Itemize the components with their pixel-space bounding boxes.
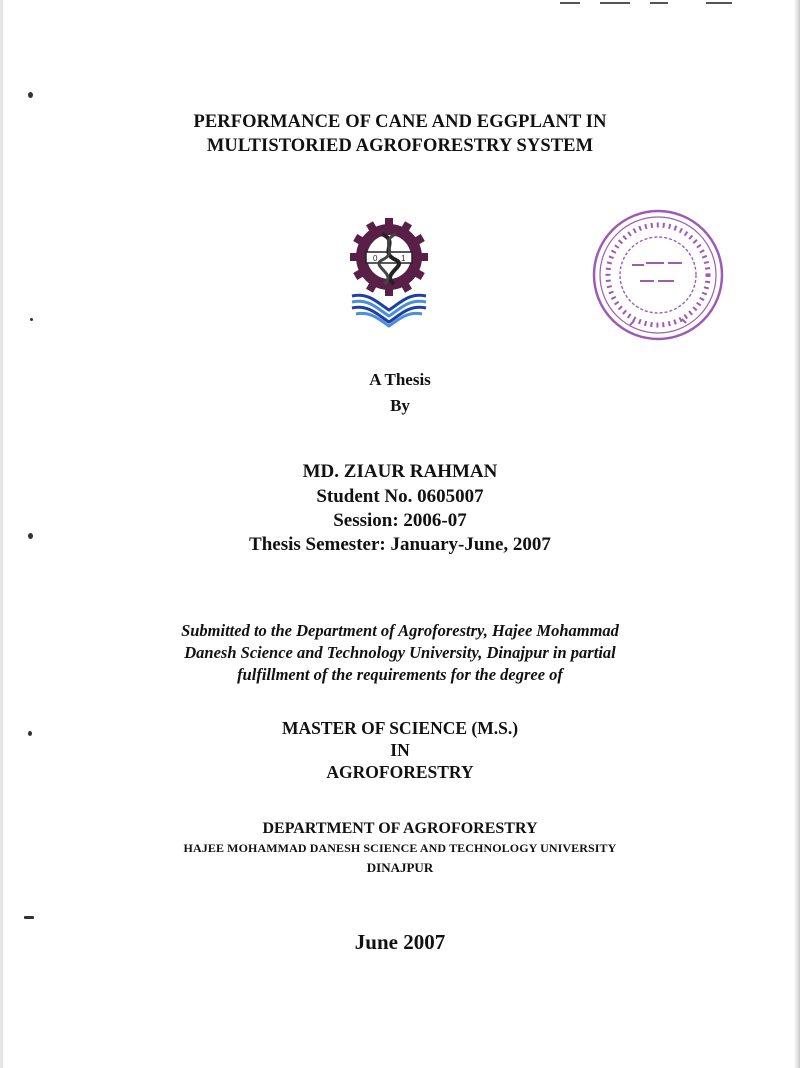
thesis-title-line-2: MULTISTORIED AGROFORESTRY SYSTEM	[206, 136, 594, 156]
by-label: By	[390, 396, 410, 415]
university-name: HAJEE MOHAMMAD DANESH SCIENCE AND TECHNOLOGY UNIVERSITY	[183, 841, 617, 855]
svg-text:1: 1	[401, 254, 406, 263]
submission-statement-line-1: Submitted to the Department of Agroforestry, Hajee Mohammad	[181, 621, 619, 640]
degree-in-label: IN	[390, 740, 410, 760]
thesis-title-line-1: PERFORMANCE OF CANE AND EGGPLANT IN	[193, 112, 607, 132]
scan-mark	[600, 2, 630, 4]
author-name: MD. ZIAUR RAHMAN	[302, 461, 498, 482]
svg-text:0: 0	[373, 254, 378, 263]
degree-field: AGROFORESTRY	[326, 762, 474, 782]
student-number: Student No. 0605007	[316, 486, 484, 507]
university-emblem-icon	[344, 212, 434, 332]
city-name: DINAJPUR	[366, 860, 434, 875]
submission-date: June 2007	[354, 930, 446, 954]
binding-hole-mark	[24, 916, 34, 919]
thesis-semester: Thesis Semester: January-June, 2007	[249, 534, 551, 555]
scan-mark	[650, 2, 668, 4]
binding-hole-mark	[28, 92, 33, 98]
thesis-label: A Thesis	[369, 370, 431, 389]
submission-statement-line-3: fulfillment of the requirements for the degree of	[237, 665, 563, 684]
scan-mark	[560, 2, 580, 4]
binding-hole-mark	[30, 318, 33, 321]
session: Session: 2006-07	[333, 510, 467, 531]
library-seal-stamp-icon	[588, 205, 728, 345]
submission-statement-line-2: Danesh Science and Technology University, Dinajpur in partial	[184, 643, 616, 662]
degree-name: MASTER OF SCIENCE (M.S.)	[281, 718, 519, 738]
scan-mark	[706, 2, 732, 4]
department-name: DEPARTMENT OF AGROFORESTRY	[262, 820, 538, 837]
